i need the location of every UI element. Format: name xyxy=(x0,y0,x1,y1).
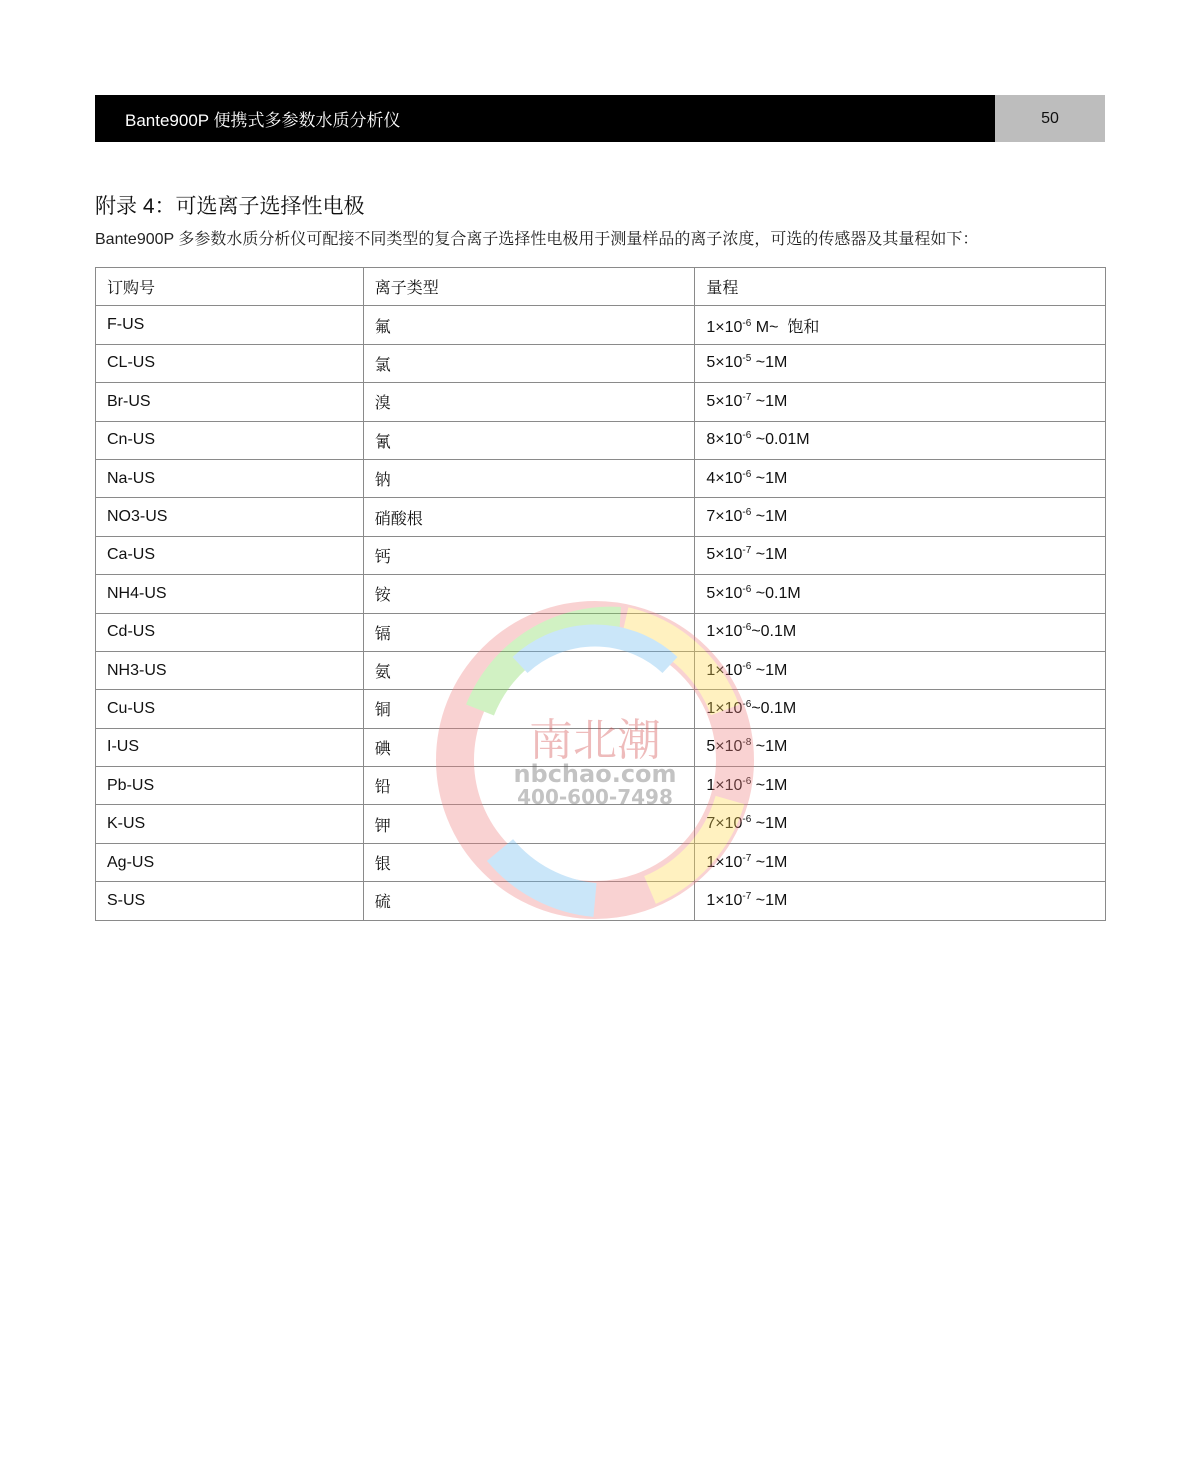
ion-type-cell: 氰 xyxy=(363,421,695,459)
range-exponent: -6 xyxy=(742,583,752,595)
table-row xyxy=(96,306,1106,344)
ion-type-cell: 溴 xyxy=(363,383,695,421)
range-upper: ~1M xyxy=(751,392,788,410)
table-row xyxy=(96,805,1106,843)
order-number-cell: S-US xyxy=(96,882,364,920)
range-cell xyxy=(695,306,1106,344)
table-header-row xyxy=(96,268,1106,306)
range-upper: ~0.1M xyxy=(751,699,797,717)
table-row xyxy=(96,651,1106,689)
ion-type-cell: 铜 xyxy=(363,690,695,728)
page-header xyxy=(95,95,1105,142)
range-upper: M~ 饱和 xyxy=(751,318,820,336)
range-coefficient: 1×10 xyxy=(706,853,743,871)
range-coefficient: 7×10 xyxy=(706,815,743,833)
range-exponent: -6 xyxy=(742,698,752,710)
ion-type-cell: 氯 xyxy=(363,344,695,382)
range-coefficient: 1×10 xyxy=(706,318,743,336)
range-exponent: -7 xyxy=(742,391,752,403)
range-cell xyxy=(695,459,1106,497)
range-upper: ~1M xyxy=(751,853,788,871)
table-row xyxy=(96,613,1106,651)
range-upper: ~0.1M xyxy=(751,584,801,602)
range-upper: ~1M xyxy=(751,354,788,372)
range-cell xyxy=(695,344,1106,382)
order-number-cell: Na-US xyxy=(96,459,364,497)
range-coefficient: 8×10 xyxy=(706,431,743,449)
range-cell xyxy=(695,651,1106,689)
range-exponent: -6 xyxy=(742,660,752,672)
range-exponent: -8 xyxy=(742,737,752,749)
table-row xyxy=(96,728,1106,766)
header-ion-type: 离子类型 xyxy=(363,268,695,306)
order-number-cell: NH3-US xyxy=(96,651,364,689)
ion-type-cell: 硝酸根 xyxy=(363,498,695,536)
range-upper: ~1M xyxy=(751,546,788,564)
table-row xyxy=(96,344,1106,382)
range-coefficient: 5×10 xyxy=(706,392,743,410)
electrode-table xyxy=(95,267,1106,921)
range-exponent: -6 xyxy=(742,622,752,634)
ion-type-cell: 银 xyxy=(363,843,695,881)
table-row xyxy=(96,690,1106,728)
watermark-phone: 400-600-7498 xyxy=(517,785,673,809)
order-number-cell: Cd-US xyxy=(96,613,364,651)
document-title: Bante900P 便携式多参数水质分析仪 xyxy=(95,95,995,142)
ion-type-cell: 钾 xyxy=(363,805,695,843)
range-upper: ~1M xyxy=(751,469,788,487)
range-exponent: -6 xyxy=(742,814,752,826)
page-number: 50 xyxy=(995,95,1105,142)
order-number-cell: Pb-US xyxy=(96,767,364,805)
section-heading: 附录 4：可选离子选择性电极 xyxy=(95,195,365,218)
ion-type-cell: 氨 xyxy=(363,651,695,689)
range-coefficient: 4×10 xyxy=(706,469,743,487)
range-coefficient: 1×10 xyxy=(706,623,743,641)
header-range: 量程 xyxy=(695,268,1106,306)
table-row xyxy=(96,498,1106,536)
range-coefficient: 1×10 xyxy=(706,891,743,909)
order-number-cell: CL-US xyxy=(96,344,364,382)
ion-type-cell: 碘 xyxy=(363,728,695,766)
range-cell xyxy=(695,575,1106,613)
order-number-cell: Cu-US xyxy=(96,690,364,728)
table-row xyxy=(96,767,1106,805)
order-number-cell: Br-US xyxy=(96,383,364,421)
watermark-site: nbchao.com xyxy=(513,760,677,788)
range-exponent: -6 xyxy=(742,775,752,787)
table-row xyxy=(96,882,1106,920)
range-exponent: -6 xyxy=(742,507,752,519)
range-coefficient: 5×10 xyxy=(706,584,743,602)
header-order-number: 订购号 xyxy=(96,268,364,306)
order-number-cell: NO3-US xyxy=(96,498,364,536)
range-coefficient: 7×10 xyxy=(706,508,743,526)
order-number-cell: NH4-US xyxy=(96,575,364,613)
ion-type-cell: 铅 xyxy=(363,767,695,805)
range-exponent: -7 xyxy=(742,852,752,864)
range-upper: ~1M xyxy=(751,815,788,833)
table-row xyxy=(96,575,1106,613)
table-row xyxy=(96,383,1106,421)
range-upper: ~1M xyxy=(751,776,788,794)
range-cell xyxy=(695,728,1106,766)
ion-type-cell: 硫 xyxy=(363,882,695,920)
range-coefficient: 1×10 xyxy=(706,776,743,794)
order-number-cell: F-US xyxy=(96,306,364,344)
order-number-cell: Ag-US xyxy=(96,843,364,881)
range-exponent: -7 xyxy=(742,890,752,902)
order-number-cell: Ca-US xyxy=(96,536,364,574)
range-cell xyxy=(695,843,1106,881)
range-coefficient: 5×10 xyxy=(706,354,743,372)
range-upper: ~1M xyxy=(751,661,788,679)
range-upper: ~1M xyxy=(751,508,788,526)
range-exponent: -6 xyxy=(742,317,752,329)
table-row xyxy=(96,536,1106,574)
watermark-brand: 南北潮 xyxy=(529,715,661,766)
range-upper: ~0.1M xyxy=(751,623,797,641)
table-row xyxy=(96,421,1106,459)
ion-type-cell: 钠 xyxy=(363,459,695,497)
range-cell xyxy=(695,383,1106,421)
range-coefficient: 1×10 xyxy=(706,661,743,679)
range-coefficient: 5×10 xyxy=(706,546,743,564)
range-upper: ~1M xyxy=(751,891,788,909)
range-cell xyxy=(695,613,1106,651)
range-cell xyxy=(695,421,1106,459)
table-row xyxy=(96,843,1106,881)
range-cell xyxy=(695,805,1106,843)
range-exponent: -6 xyxy=(742,430,752,442)
range-coefficient: 1×10 xyxy=(706,699,743,717)
range-exponent: -5 xyxy=(742,353,752,365)
range-upper: ~1M xyxy=(751,738,788,756)
range-exponent: -7 xyxy=(742,545,752,557)
range-cell xyxy=(695,498,1106,536)
range-coefficient: 5×10 xyxy=(706,738,743,756)
range-exponent: -6 xyxy=(742,468,752,480)
ion-type-cell: 铵 xyxy=(363,575,695,613)
order-number-cell: I-US xyxy=(96,728,364,766)
ion-type-cell: 钙 xyxy=(363,536,695,574)
section-intro: Bante900P 多参数水质分析仪可配接不同类型的复合离子选择性电极用于测量样品的离子浓度，可选的传感器及其量程如下： xyxy=(95,231,979,248)
ion-type-cell: 镉 xyxy=(363,613,695,651)
ion-type-cell: 氟 xyxy=(363,306,695,344)
range-cell xyxy=(695,690,1106,728)
table-row xyxy=(96,459,1106,497)
order-number-cell: K-US xyxy=(96,805,364,843)
range-cell xyxy=(695,882,1106,920)
order-number-cell: Cn-US xyxy=(96,421,364,459)
range-cell xyxy=(695,767,1106,805)
range-upper: ~0.01M xyxy=(751,431,810,449)
range-cell xyxy=(695,536,1106,574)
